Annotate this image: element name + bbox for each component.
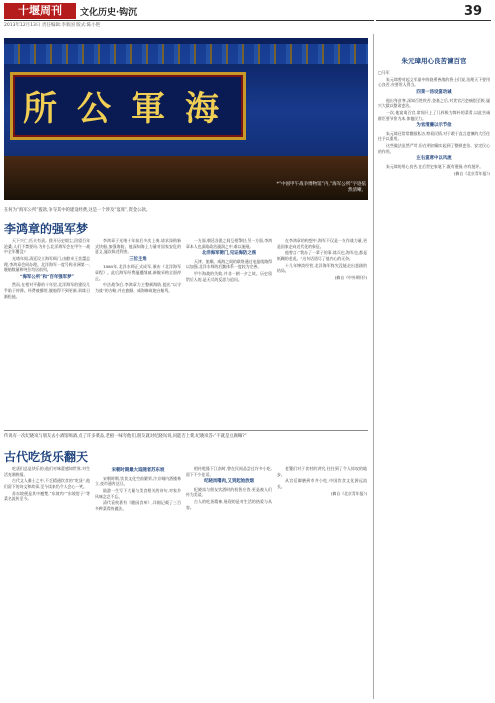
article2-headline: 古代吃货乐翻天 (4, 450, 89, 464)
paragraph: 古人的吃货精神,展现的是对生活的热爱与从容。 (186, 499, 272, 510)
paragraph: 朱元璋还常常微服私访,察看民情,对于敢于直言进谏的大臣往往予以重用。 (378, 130, 490, 142)
paragraph: 他曾言:“我办了一辈子的事,练兵也,海军也,都是纸糊的老虎。”这句话道尽了他内心的无奈。 (277, 250, 367, 261)
subhead: “海军公所”和“百年强军梦” (19, 274, 74, 280)
paragraph: 十几年惨淡经营,北洋海军终究没能走出悲剧的结局。 (277, 262, 367, 274)
paragraph: 中法战争后,李鸿章力主整顿海防,提出“以守为战”的方略,并在旅顺、威海修筑炮台船坞。 (95, 282, 181, 293)
plaque-char: 海 (185, 89, 219, 129)
paragraph: 相传乾隆下江南时,曾在民间品尝过许多小吃,留下不少佳话。 (186, 466, 272, 477)
author-credit: (摘自《中外期刊》) (334, 275, 367, 281)
paragraph: 这些做法虽然严苛,但在明初确实起到了整顿吏治、安定民心的作用。 (378, 143, 490, 154)
subhead: 三位主角 (129, 256, 147, 262)
section-divider (4, 430, 368, 431)
article2-column-4 (277, 466, 367, 498)
paragraph: 吃货们总是快乐的;他们对味蕾感知世界,对生活充满热情。 (4, 466, 90, 477)
paragraph: 古代文人雅士之中,不乏精通饮食的“吃货”,他们留下的诗文和故事,至今读来仍令人会心一笑。 (4, 478, 90, 489)
article2-column-3 (186, 466, 272, 512)
paragraph: 1888年,北洋水师正式成军,颁布《北洋海军章程》。此后海军经费屡遭削减,新舰采购全面停止。 (95, 264, 181, 281)
feature-column-3 (186, 238, 272, 284)
sidebar-headline: 朱元璋用心良苦谏百官 (401, 57, 467, 65)
photo-caption: *“中国甲午战争博物馆”内,“海军公所”字迹依然清晰。 (276, 182, 366, 193)
paragraph: 从宫廷御膳到市井小吃,中国饮食文化源远流长。 (277, 478, 367, 489)
paragraph: 天津、旅顺、威海之间的联络通过电报线路得以加强,北洋水师的后勤体系一度较为完善。 (186, 258, 272, 270)
plaque-char: 所 (23, 89, 57, 129)
sidebar-column (378, 70, 490, 177)
page-number-rule (376, 20, 491, 21)
article2-column-2 (95, 466, 181, 513)
subhead: 宋朝时期最大追随者苏东坡 (111, 468, 165, 473)
subhead: 四菜一汤设宴动诫 (416, 89, 452, 95)
feature-headline: 李鸿章的强军梦 (4, 222, 89, 236)
paragraph: 在李鸿章的构想中,海军不仅是一支作战力量,更是国家走向近代化的象征。 (277, 238, 367, 249)
paragraph: 宋朝时期,饮食文化空前繁荣,汴京城内酒楼林立,夜市通宵达旦。 (95, 475, 181, 487)
subhead: 左右宴席中以风流 (416, 156, 452, 162)
page-header (0, 0, 495, 34)
subhead: 北洋海军衙门,见证海防之殇 (201, 251, 257, 257)
feature-column-4 (277, 238, 367, 282)
source-credit: (摘自《北京青年报》) (453, 170, 490, 176)
plaque-sign (10, 72, 246, 140)
feature-column-1 (4, 238, 90, 300)
paragraph: 朱元璋的用心良苦,在后世史家笔下,既有褒扬,亦有批评。 (386, 163, 484, 169)
feature-lead: 在何为“海军公所”拨款,争夺其中的建设经费,这是一个涉及“宴席”,资金公款。 (4, 208, 151, 213)
sidebar-divider (373, 34, 374, 699)
paragraph: 苏东坡便是其中翘楚,“东坡肉”“东坡肘子”等菜名流传至今。 (4, 490, 90, 502)
plaque-char: 公 (77, 89, 111, 129)
masthead: 十堰周刊 (4, 3, 76, 19)
paragraph: 然而,在相对平静的十年里,北洋海军的建设几乎陷于停滞。经费被挪用,舰船得不到更新,训练日渐松弛。 (4, 282, 90, 299)
paragraph: 他出身贫寒,深知百姓疾苦,登基之后,对贪官污吏痛恨至极,屡兴大狱以整肃吏治。 (378, 97, 490, 109)
article2-column-1 (4, 466, 90, 503)
dateline: 2013年12月13日 责任编辑:李新国 版式:陈小艳 (4, 23, 101, 28)
feature-photo (4, 38, 368, 200)
paragraph: 清代袁枚著有《随园食单》,详细记载了三百多种菜肴的做法。 (95, 500, 181, 511)
paragraph: 光绪年间,清廷设立海军衙门,由醇亲王奕譞总理,李鸿章会同办理。北洋海军一度号称亚洲第一,舰船数量和吨位均居前列。 (4, 255, 90, 273)
section-title: 文化历史·钩沉 (80, 8, 138, 18)
author-line: □马军 (378, 70, 390, 75)
plaque-char: 軍 (131, 89, 165, 129)
painted-beam (4, 44, 368, 64)
paragraph: 天下兴亡,匹夫有责。拨开历史烟尘,回望百年沧桑,人们不禁要问:为什么北洋海军会在甲午一战中全军覆没? (4, 238, 90, 255)
paragraph: 老饕们对于食材的讲究,往往到了令人惊叹的地步。 (277, 466, 367, 477)
paragraph: 甲午海战的失败,并非一朝一夕之故。历史留给后人的,是无尽的反思与追问。 (186, 271, 272, 282)
page-number: 39 (464, 4, 483, 19)
paragraph: 一方面,朝廷各派之间互相掣肘;另一方面,李鸿章本人也深陷政治漩涡之中,难以施展。 (186, 238, 272, 249)
paragraph: 一次,他宴请百官,席间只上了几样极为简朴的菜肴,以此告诫群臣要节俭为本,体恤民力。 (378, 109, 490, 121)
author-credit: (摘自《北京青年报》) (330, 490, 367, 496)
subhead: 为官清廉以示节俭 (416, 123, 452, 129)
article2-lead: 传说有一次纪晓岚与朋友去小酒馆喝酒,点了许多菜品,老板一味夸他们,朋友就对纪晓岚说,问能否上菜,纪晓岚答:“不就是豆腐嘛?” (4, 434, 247, 439)
paragraph: 李鸿章于光绪十年前后多次上奏,请求添购新式快船,加强海防。他深知海上力量对国家安危的意义,屡次陈述利害。 (95, 238, 181, 255)
feature-column-2 (95, 238, 181, 295)
paragraph: 陆游一生写下大量与美食相关的诗句,对家乡风味念念不忘。 (95, 487, 181, 499)
paragraph: 朱元璋曾对起义军最中的骁勇善战的将士们说,治理天下要用心良苦,亦要用人得当。 (378, 76, 490, 88)
paragraph: 纪晓岚与朋友饮酒时的机智应答,更是被人们传为美谈。 (186, 486, 272, 498)
subhead: 纪晓岚嗜肉,又到起始放烟 (204, 479, 254, 485)
